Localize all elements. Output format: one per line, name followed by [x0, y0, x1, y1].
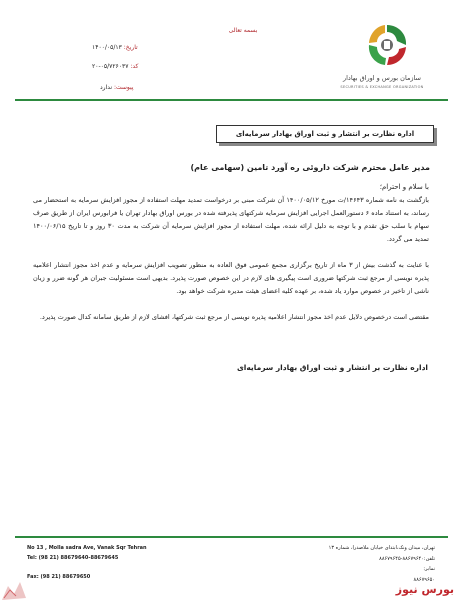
body-paragraph-2: با عنایت به گذشت بیش از ۳ ماه از تاریخ برگزاری مجمع عمومی فوق العاده به منظور تصویب افزایش سرمایه و عدم اخذ مجوز انتشار اعلامیه پذیره نویسی از مرجع ثبت شرکتها ضروری است پیگیری های لازم در این خصوص صورت پذیرد. بدیهی است مسئولیت جبران هر گونه ضرر و زیان ناشی از تاخیر در خصوص موارد یاد شده، بر عهده کلیه اعضای هیئت مدیره شرکت خواهد بود.: [33, 261, 429, 295]
date-value: ۱۴۰۰/۰۵/۱۳: [92, 44, 122, 51]
body-paragraph-3: مقتضی است درخصوص دلایل عدم اخذ مجوز انتشار اعلامیه پذیره نویسی از مرجع ثبت شرکتها، افشای لازم از طریق سامانه کدال صورت پذیرد.: [39, 313, 429, 321]
letter-date: [92, 44, 138, 51]
footer-address-en: No 13 , Molla sadra Ave, Vanak Sqr Tehran: [27, 545, 147, 551]
subject-text: اداره نظارت بر انتشار و ثبت اوراق بهادار سرمایه‌ای: [235, 130, 415, 138]
footer-divider: [15, 536, 448, 538]
recipient-line: مدیر عامل محترم شرکت داروئی ره آورد تامین (سهامی عام): [190, 163, 430, 172]
code-label: کد:: [130, 63, 139, 70]
attachment-value: ندارد: [100, 84, 113, 91]
date-label: تاریخ:: [123, 44, 138, 51]
bismillah-heading: بسمه تعالی: [228, 27, 258, 34]
letter-code: [92, 63, 138, 70]
subject-box: [216, 125, 434, 143]
footer-fax-en: Fax: (98 21) 88679650: [27, 574, 91, 580]
signature-department: اداره نظارت بر انتشار و ثبت اوراق بهادار سرمایه‌ای: [236, 363, 428, 372]
footer-tel-fa: تلفن:۸۸۶۷۹۶۴۰-۸۸۶۷۹۶۴۵: [379, 556, 435, 562]
header-divider: [15, 99, 448, 101]
footer-address-fa: تهران، میدان ونک،ابتدای خیابان ملاصدرا، شماره ۱۳: [328, 545, 435, 551]
code-value: ۰۵/۷۲۶۰۳۷-۲۰: [92, 63, 129, 70]
footer-fax-value-fa: ۸۸۶۷۹۶۵۰: [413, 577, 435, 583]
organization-name-en: SECURITIES & EXCHANGE ORGANIZATION: [340, 85, 424, 89]
greeting: با سلام و احترام؛: [379, 183, 429, 191]
footer-fax-label-fa: نمابر:: [423, 566, 435, 572]
attachment-label: پیوست:: [113, 84, 134, 91]
organization-name: سازمان بورس و اوراق بهادار: [342, 74, 421, 82]
watermark: بورس نیوز: [395, 583, 454, 596]
footer-tel-en: Tel: (98 21) 88679640-88679645: [27, 555, 119, 561]
body-paragraph-1: بازگشت به نامه شماره ۱۴۶۴۳/ت مورخ ۱۴۰۰/۰۵/۱۲ آن شرکت مبنی بر درخواست تمدید مهلت استفاده از مجوز افزایش سرمایه به استحضار می رساند، به استناد ماده ۶ دستورالعمل اجرایی افزایش سرمایه شرکتهای پذیرفته شده در بورس اوراق بهادار تهران یا فرابورس ایران از طریق صرف سهام با سلب حق تقدم و با توجه به دلیل ارائه شده، مهلت استفاده از مجوز افزایش سرمایه آن شرکت به مدت ۳۰ روز و تا تاریخ ۱۴۰۰/۰۶/۱۵ تمدید می گردد.: [33, 196, 430, 243]
stamp-seal-icon: [0, 572, 30, 602]
letter-attachment: [100, 84, 134, 91]
